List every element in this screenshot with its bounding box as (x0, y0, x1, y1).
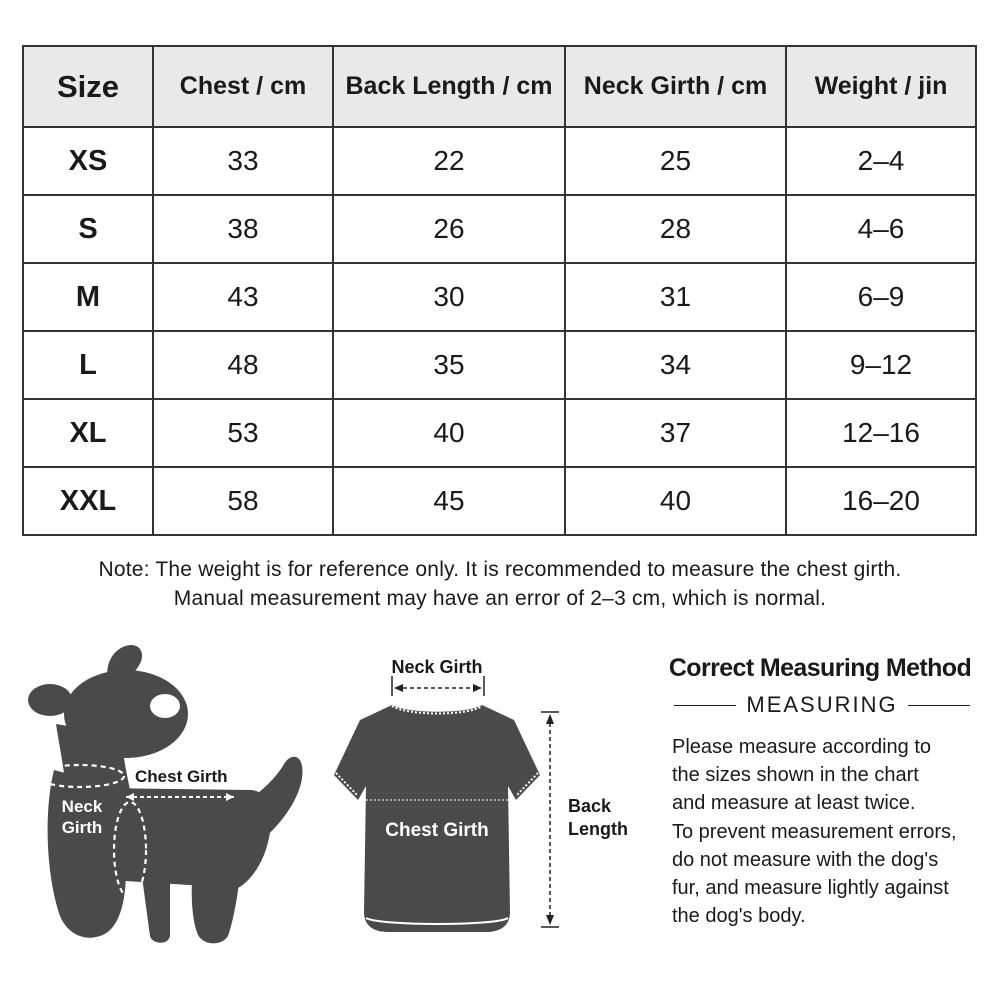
shirt-back-label-2: Length (568, 819, 628, 839)
chest-cell: 33 (153, 127, 333, 195)
size-cell: XXL (23, 467, 153, 535)
size-cell: M (23, 263, 153, 331)
shirt-back-label-1: Back (568, 796, 612, 816)
back-length-cell: 45 (333, 467, 565, 535)
neck-girth-cell: 28 (565, 195, 786, 263)
shirt-neck-girth-label: Neck Girth (391, 657, 483, 677)
shirt-neck-arrow (392, 676, 484, 696)
neck-girth-cell: 31 (565, 263, 786, 331)
chest-cell: 38 (153, 195, 333, 263)
instruction-line: fur, and measure lightly against (672, 877, 949, 900)
shirt-body (334, 705, 540, 932)
shirt-chest-girth-label: Chest Girth (385, 820, 489, 841)
back-length-cell: 26 (333, 195, 565, 263)
method-subtitle: MEASURING (746, 692, 898, 717)
size-cell: S (23, 195, 153, 263)
instruction-line: do not measure with the dog's (672, 848, 939, 871)
neck-girth-cell: 40 (565, 467, 786, 535)
header-back-length: Back Length / cm (333, 46, 565, 127)
size-cell: L (23, 331, 153, 399)
dog-chest-girth-label: Chest Girth (135, 767, 228, 786)
instruction-line: the sizes shown in the chart (672, 764, 919, 787)
dog-eye (150, 694, 180, 718)
note-line-1: Note: The weight is for reference only. It is recommended to measure the chest girth. (98, 558, 902, 581)
back-length-cell: 22 (333, 127, 565, 195)
size-cell: XL (23, 399, 153, 467)
instruction-line: the dog's body. (672, 905, 806, 928)
neck-girth-cell: 34 (565, 331, 786, 399)
instruction-line: Please measure according to (672, 736, 932, 758)
header-size: Size (23, 46, 153, 127)
dog-neck-label-1: Neck (61, 797, 103, 816)
neck-girth-cell: 25 (565, 127, 786, 195)
back-length-cell: 35 (333, 331, 565, 399)
method-instructions (672, 733, 994, 930)
header-chest: Chest / cm (153, 46, 333, 127)
chest-cell: 53 (153, 399, 333, 467)
method-subtitle-row (672, 690, 972, 720)
back-length-cell: 30 (333, 263, 565, 331)
chest-cell: 43 (153, 263, 333, 331)
weight-cell: 6–9 (786, 263, 976, 331)
shirt-illustration (334, 657, 628, 932)
dog-neck-label-2: Girth (61, 818, 103, 837)
shirt-back-length-arrow (541, 712, 559, 927)
divider-line (908, 705, 970, 706)
header-weight: Weight / jin (786, 46, 976, 127)
chest-cell: 58 (153, 467, 333, 535)
instruction-line: and measure at least twice. (672, 792, 916, 815)
weight-cell: 16–20 (786, 467, 976, 535)
dog-silhouette (28, 645, 302, 943)
size-cell: XS (23, 127, 153, 195)
dog-illustration (28, 645, 302, 943)
weight-cell: 12–16 (786, 399, 976, 467)
note-line-2: Manual measurement may have an error of 2–3 cm, which is normal. (173, 587, 827, 610)
method-title: Correct Measuring Method (668, 654, 972, 682)
neck-girth-cell: 37 (565, 399, 786, 467)
header-neck-girth: Neck Girth / cm (565, 46, 786, 127)
chest-cell: 48 (153, 331, 333, 399)
weight-cell: 4–6 (786, 195, 976, 263)
back-length-cell: 40 (333, 399, 565, 467)
instruction-line: To prevent measurement errors, (672, 820, 957, 843)
weight-cell: 9–12 (786, 331, 976, 399)
weight-cell: 2–4 (786, 127, 976, 195)
